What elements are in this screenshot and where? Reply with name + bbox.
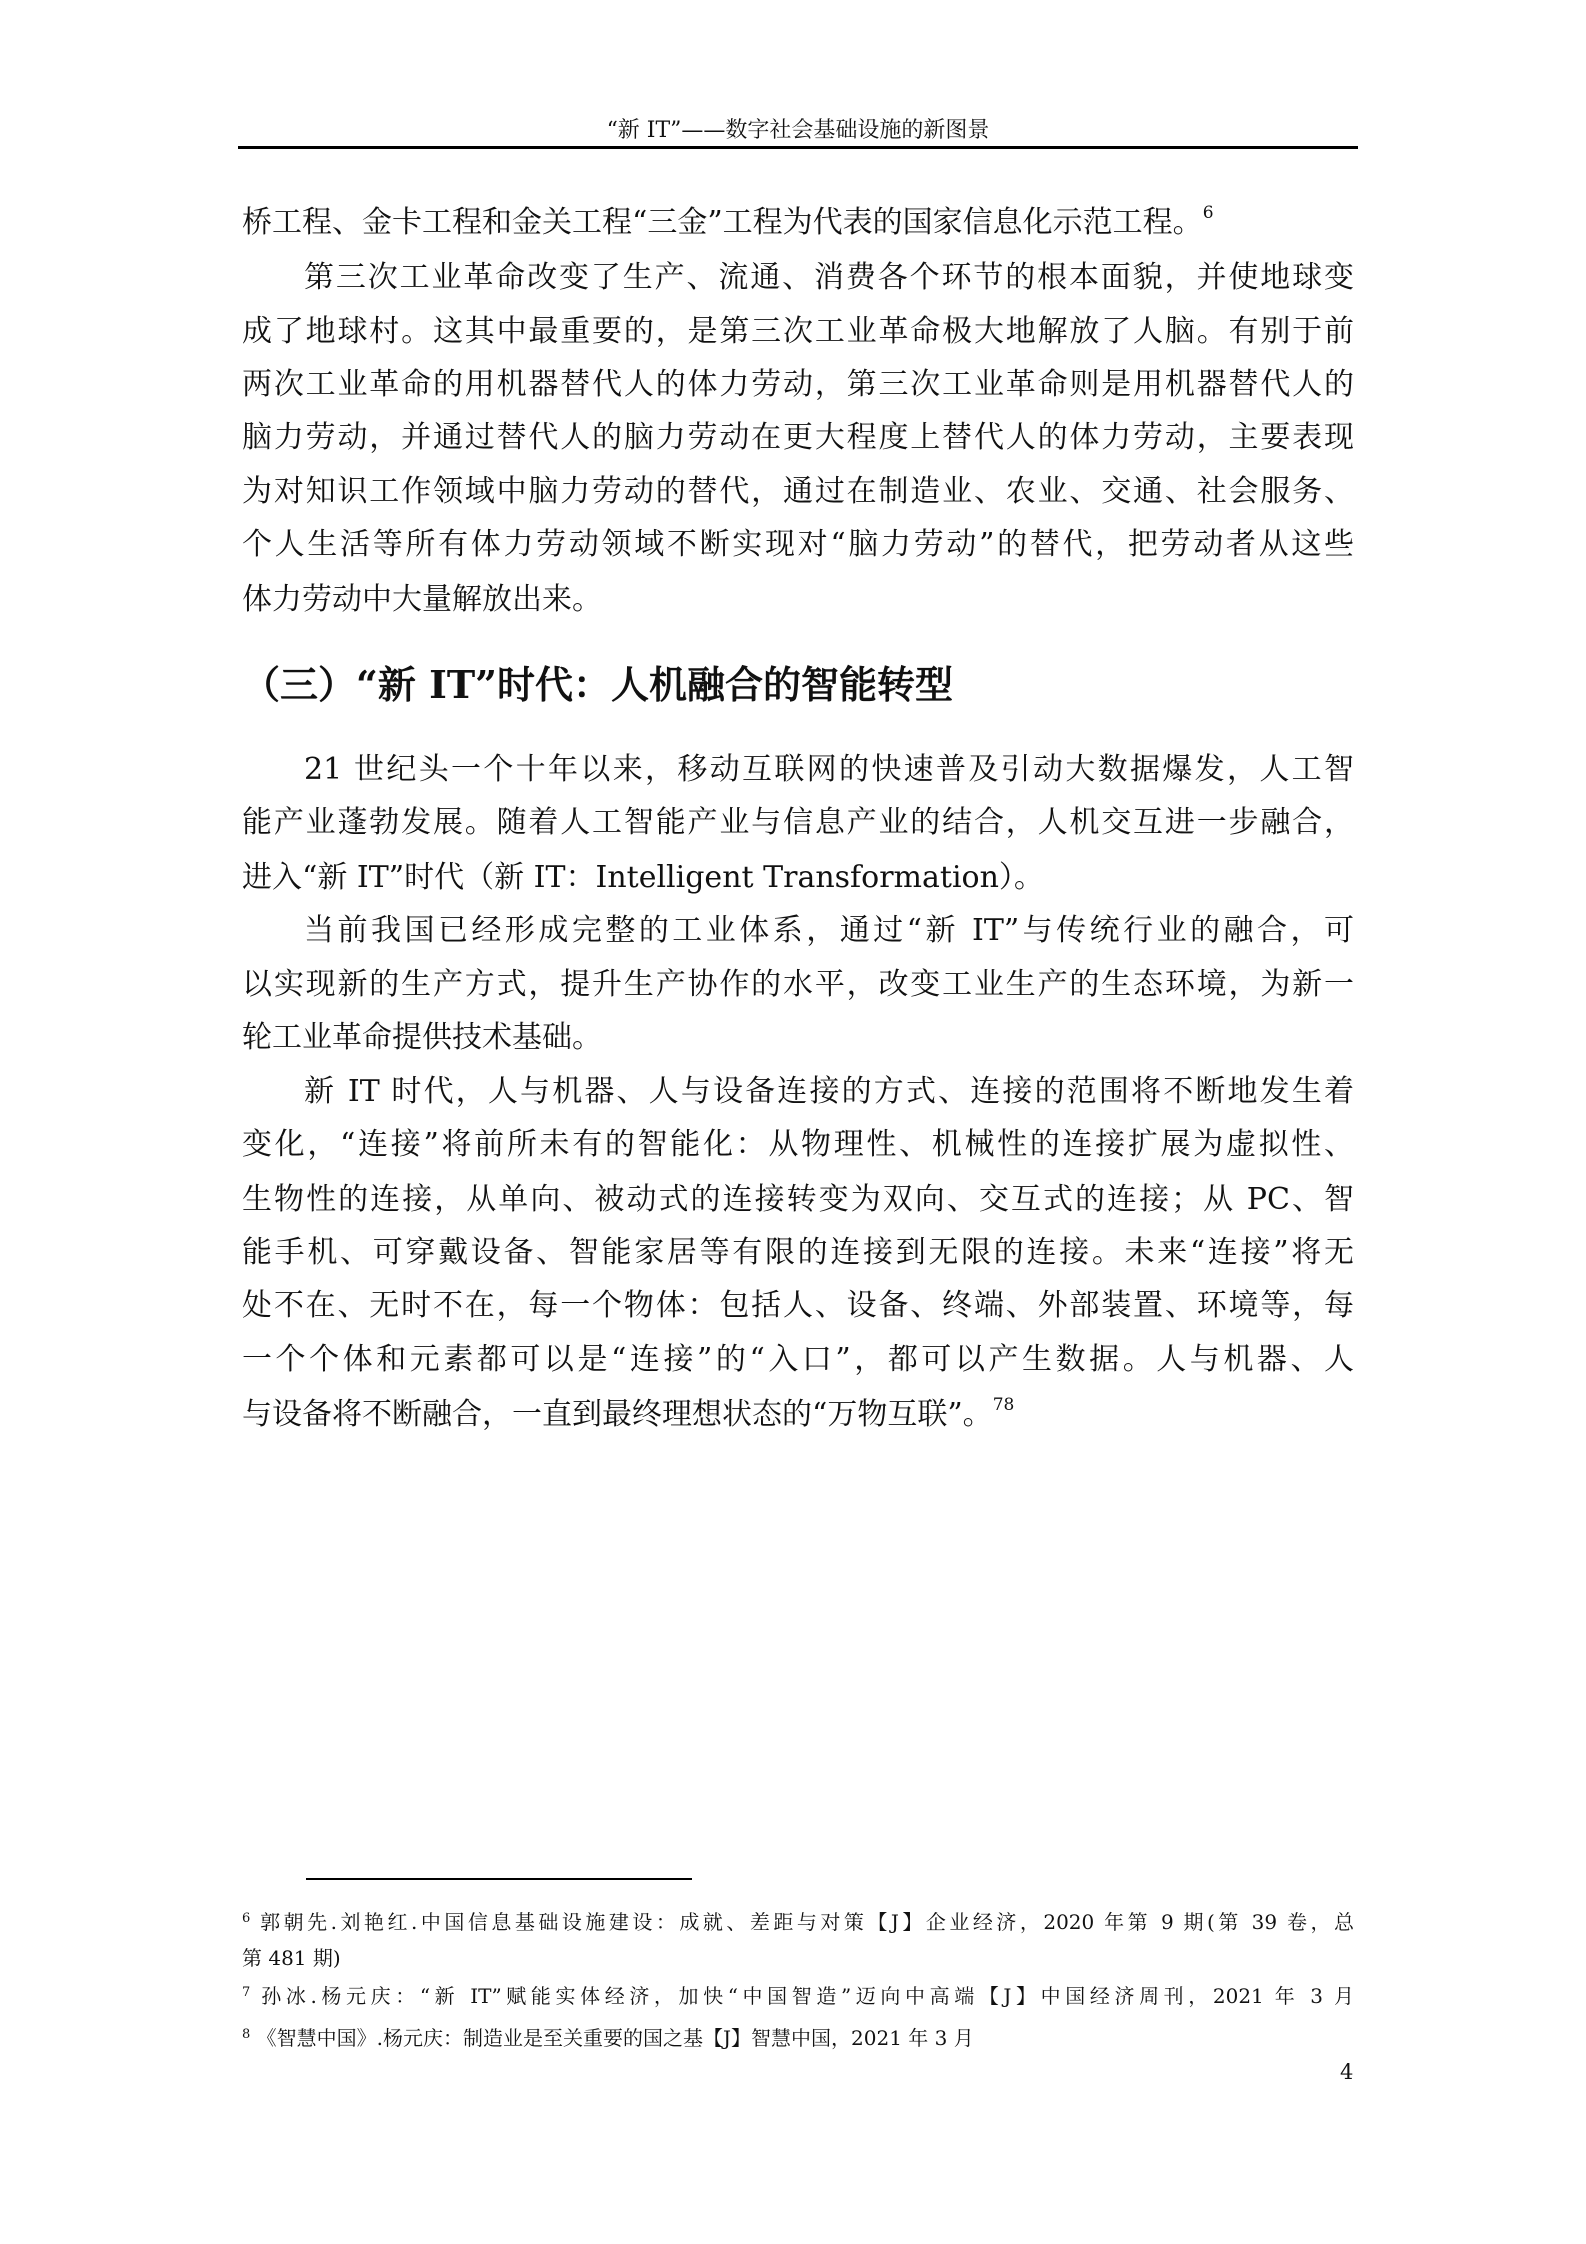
section-heading: （三）“新 IT”时代：人机融合的智能转型 xyxy=(242,662,953,707)
footnote-text: 郭朝先.刘艳红.中国信息基础设施建设：成就、差距与对策【J】企业经济，2020 年第 9 期(第 39 卷，总 xyxy=(260,1910,1354,1934)
line-text: 与设备将不断融合，一直到最终理想状态的“万物互联”。 xyxy=(242,1397,993,1432)
text-line: 一个个体和元素都可以是“连接”的“入口”，都可以产生数据。人与机器、人 xyxy=(242,1342,1354,1377)
text-line: 成了地球村。这其中最重要的，是第三次工业革命极大地解放了人脑。有别于前 xyxy=(242,314,1354,349)
footnote-7 xyxy=(242,1983,1354,2009)
footnote-number: 7 xyxy=(242,1985,251,2000)
text-line: 21 世纪头一个十年以来，移动互联网的快速普及引动大数据爆发，人工智 xyxy=(304,752,1354,787)
text-line: 能手机、可穿戴设备、智能家居等有限的连接到无限的连接。未来“连接”将无 xyxy=(242,1235,1354,1270)
text-line: 脑力劳动，并通过替代人的脑力劳动在更大程度上替代人的体力劳动，主要表现 xyxy=(242,420,1354,455)
footnote-number: 8 xyxy=(242,2027,251,2042)
line-text: 桥工程、金卡工程和金关工程“三金”工程为代表的国家信息化示范工程。 xyxy=(242,205,1203,240)
text-line: 为对知识工作领域中脑力劳动的替代，通过在制造业、农业、交通、社会服务、 xyxy=(242,474,1354,509)
footnote-6 xyxy=(242,1909,1354,1935)
footnote-6-cont: 第 481 期) xyxy=(242,1946,341,1970)
footnote-ref[interactable]: 78 xyxy=(992,1395,1015,1415)
footnote-text: 《智慧中国》.杨元庆：制造业是至关重要的国之基【J】智慧中国，2021 年 3 月 xyxy=(256,2026,974,2050)
running-header: “新 IT”——数字社会基础设施的新图景 xyxy=(606,118,990,143)
text-line: 新 IT 时代，人与机器、人与设备连接的方式、连接的范围将不断地发生着 xyxy=(304,1074,1354,1109)
text-line: 轮工业革命提供技术基础。 xyxy=(242,1020,602,1055)
page-number: 4 xyxy=(1340,2060,1354,2084)
text-line: 进入“新 IT”时代（新 IT：Intelligent Transformation）。 xyxy=(242,860,1044,895)
text-line: 体力劳动中大量解放出来。 xyxy=(242,582,602,617)
text-line: 以实现新的生产方式，提升生产协作的水平，改变工业生产的生态环境，为新一 xyxy=(242,967,1354,1002)
header-rule xyxy=(238,146,1358,149)
text-line xyxy=(242,203,1354,243)
text-line: 能产业蓬勃发展。随着人工智能产业与信息产业的结合，人机交互进一步融合， xyxy=(242,805,1354,840)
text-line xyxy=(242,1395,1354,1435)
footnote-rule xyxy=(306,1878,692,1880)
text-line: 第三次工业革命改变了生产、流通、消费各个环节的根本面貌，并使地球变 xyxy=(304,260,1354,295)
footnote-number: 6 xyxy=(242,1911,251,1926)
text-line: 个人生活等所有体力劳动领域不断实现对“脑力劳动”的替代，把劳动者从这些 xyxy=(242,527,1354,562)
text-line: 生物性的连接，从单向、被动式的连接转变为双向、交互式的连接；从 PC、智 xyxy=(242,1182,1354,1217)
footnote-8 xyxy=(242,2025,1354,2051)
text-line: 两次工业革命的用机器替代人的体力劳动，第三次工业革命则是用机器替代人的 xyxy=(242,367,1354,402)
text-line: 变化，“连接”将前所未有的智能化：从物理性、机械性的连接扩展为虚拟性、 xyxy=(242,1127,1354,1162)
footnote-text: 孙冰.杨元庆：“新 IT”赋能实体经济，加快“中国智造”迈向中高端【J】中国经济周刊，2021 年 3 月 xyxy=(261,1984,1354,2008)
text-line: 处不在、无时不在，每一个物体：包括人、设备、终端、外部装置、环境等，每 xyxy=(242,1288,1354,1323)
footnote-ref[interactable]: 6 xyxy=(1202,203,1214,223)
text-line: 当前我国已经形成完整的工业体系，通过“新 IT”与传统行业的融合，可 xyxy=(304,913,1354,948)
